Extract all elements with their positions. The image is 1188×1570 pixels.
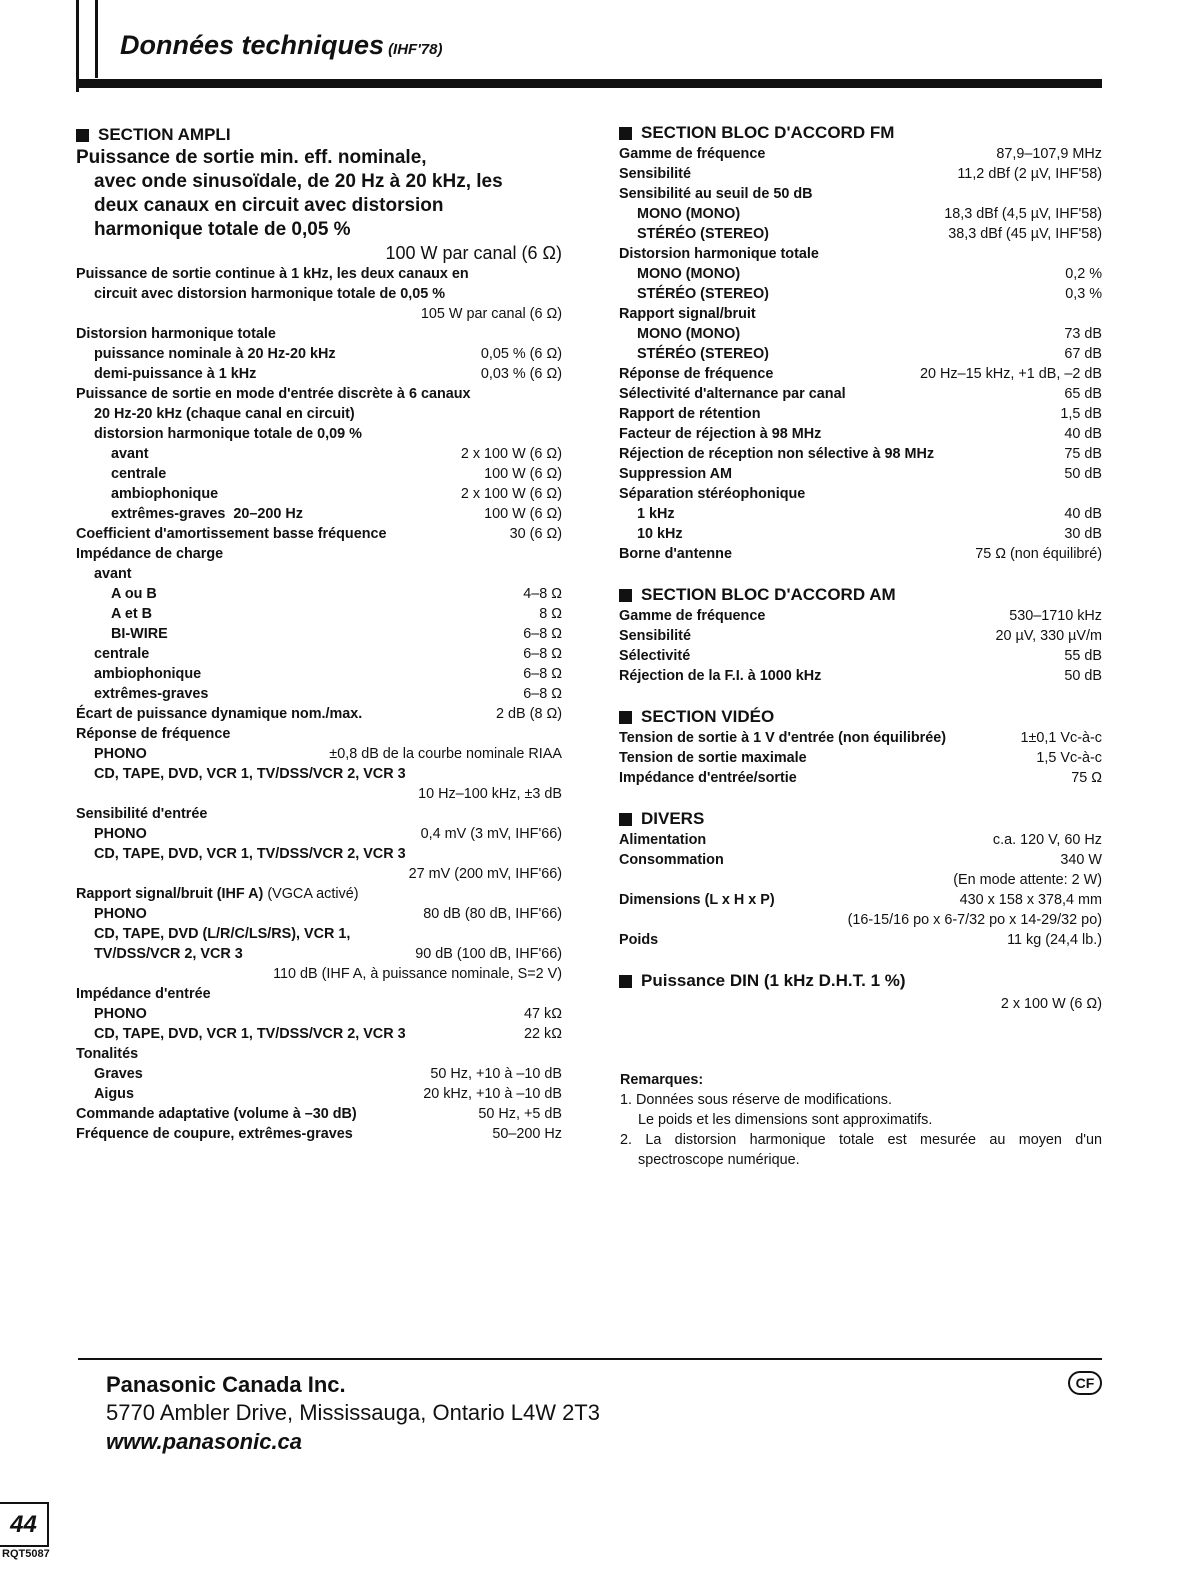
spec-label: Rapport signal/bruit xyxy=(619,306,756,322)
spec-value: 27 mV (200 mV, IHF'66) xyxy=(408,866,562,882)
remarks-title: Remarques: xyxy=(620,1072,704,1088)
tuner-section xyxy=(619,122,1102,1014)
company-name: Panasonic Canada Inc. xyxy=(106,1372,346,1397)
section-heading-fm: SECTION BLOC D'ACCORD FM xyxy=(619,122,1102,144)
spec-row: PHONO ±0,8 dB de la courbe nominale RIAA xyxy=(94,746,562,762)
spec-label: CD, TAPE, DVD, VCR 1, TV/DSS/VCR 2, VCR 3 xyxy=(94,846,406,862)
spec-row: A et B 8 Ω xyxy=(111,606,562,622)
remark-item: 2. La distorsion harmonique totale est mesurée au moyen d'un spectroscope numérique. xyxy=(620,1132,1102,1168)
spec-row: STÉRÉO (STEREO) 38,3 dBf (45 µV, IHF'58) xyxy=(637,226,1102,242)
cf-badge-icon: CF xyxy=(1068,1371,1102,1395)
spec-row: 1 kHz 40 dB xyxy=(637,506,1102,522)
spec-row: extrêmes-graves 20–200 Hz 100 W (6 Ω) xyxy=(111,506,562,522)
spec-row: Fréquence de coupure, extrêmes-graves 50–200 Hz xyxy=(76,1126,562,1142)
power-heading-line: Puissance de sortie min. eff. nominale, xyxy=(76,147,427,168)
spec-row: Poids 11 kg (24,4 lb.) xyxy=(619,932,1102,948)
spec-value: 2 x 100 W (6 Ω) xyxy=(1000,996,1102,1012)
spec-value: 105 W par canal (6 Ω) xyxy=(420,306,562,322)
spec-label: CD, TAPE, DVD, VCR 1, TV/DSS/VCR 2, VCR 3 xyxy=(94,766,406,782)
spec-row: Tension de sortie maximale 1,5 Vc-à-c xyxy=(619,750,1102,766)
spec-row: avant 2 x 100 W (6 Ω) xyxy=(111,446,562,462)
spec-row: Impédance d'entrée/sortie 75 Ω xyxy=(619,770,1102,786)
spec-row: BI-WIRE 6–8 Ω xyxy=(111,626,562,642)
title-text: Données techniques xyxy=(120,30,385,60)
spec-row: puissance nominale à 20 Hz-20 kHz 0,05 % (6 Ω) xyxy=(94,346,562,362)
spec-row: MONO (MONO) 18,3 dBf (4,5 µV, IHF'58) xyxy=(637,206,1102,222)
spec-row: Tension de sortie à 1 V d'entrée (non équilibrée) 1±0,1 Vc-à-c xyxy=(619,730,1102,746)
spec-row: MONO (MONO) 0,2 % xyxy=(637,266,1102,282)
spec-row: MONO (MONO) 73 dB xyxy=(637,326,1102,342)
square-bullet-icon xyxy=(76,129,89,142)
document-code: RQT5087 xyxy=(2,1548,50,1560)
spec-row: Réjection de réception non sélective à 98 MHz 75 dB xyxy=(619,446,1102,462)
spec-row: centrale 6–8 Ω xyxy=(94,646,562,662)
spec-row: Borne d'antenne 75 Ω (non équilibré) xyxy=(619,546,1102,562)
section-heading-misc: DIVERS xyxy=(619,808,1102,830)
spec-label: Rapport signal/bruit (IHF A) (VGCA activé) xyxy=(76,886,359,902)
amp-section xyxy=(76,124,562,1144)
spec-row: PHONO 80 dB (80 dB, IHF'66) xyxy=(94,906,562,922)
header-rule xyxy=(78,79,1102,88)
page-number: 44 xyxy=(0,1502,49,1547)
spec-label: 20 Hz-20 kHz (chaque canal en circuit) xyxy=(94,406,355,422)
spec-row: Réjection de la F.I. à 1000 kHz 50 dB xyxy=(619,668,1102,684)
square-bullet-icon xyxy=(619,127,632,140)
spec-row: Commande adaptative (volume à –30 dB) 50 Hz, +5 dB xyxy=(76,1106,562,1122)
remarks xyxy=(620,1070,1102,1170)
spec-row: Sélectivité d'alternance par canal 65 dB xyxy=(619,386,1102,402)
spec-row: Sensibilité 11,2 dBf (2 µV, IHF'58) xyxy=(619,166,1102,182)
spec-row: STÉRÉO (STEREO) 67 dB xyxy=(637,346,1102,362)
section-heading-am: SECTION BLOC D'ACCORD AM xyxy=(619,584,1102,606)
title-subtitle: (IHF'78) xyxy=(388,41,443,58)
spec-label: Sensibilité d'entrée xyxy=(76,806,208,822)
spec-value: 110 dB (IHF A, à puissance nominale, S=2 V) xyxy=(273,966,562,982)
power-heading-line: deux canaux en circuit avec distorsion xyxy=(94,195,444,216)
spec-row: Gamme de fréquence 87,9–107,9 MHz xyxy=(619,146,1102,162)
spec-row: Graves 50 Hz, +10 à –10 dB xyxy=(94,1066,562,1082)
spec-label: Tonalités xyxy=(76,1046,139,1062)
square-bullet-icon xyxy=(619,975,632,988)
spec-row: Dimensions (L x H x P) 430 x 158 x 378,4 mm xyxy=(619,892,1102,908)
spec-row: 10 kHz 30 dB xyxy=(637,526,1102,542)
spec-row: extrêmes-graves 6–8 Ω xyxy=(94,686,562,702)
spec-label: Impédance d'entrée xyxy=(76,986,211,1002)
spec-row: Facteur de réjection à 98 MHz 40 dB xyxy=(619,426,1102,442)
spec-row: Réponse de fréquence 20 Hz–15 kHz, +1 dB, –2 dB xyxy=(619,366,1102,382)
spec-label: circuit avec distorsion harmonique totale de 0,05 % xyxy=(94,286,446,302)
spec-row: ambiophonique 6–8 Ω xyxy=(94,666,562,682)
margin-bar-inner xyxy=(95,0,98,78)
spec-label: Puissance de sortie continue à 1 kHz, les deux canaux en xyxy=(76,266,469,282)
spec-label: Sensibilité au seuil de 50 dB xyxy=(619,186,813,202)
remark-item: 1. Données sous réserve de modifications. xyxy=(620,1092,892,1108)
spec-label: CD, TAPE, DVD (L/R/C/LS/RS), VCR 1, xyxy=(94,926,351,942)
spec-value: (En mode attente: 2 W) xyxy=(953,872,1102,888)
page-title xyxy=(120,30,442,61)
spec-value: (16-15/16 po x 6-7/32 po x 14-29/32 po) xyxy=(847,912,1102,928)
footer-rule xyxy=(78,1358,1102,1360)
spec-label: Puissance de sortie en mode d'entrée discrète à 6 canaux xyxy=(76,386,471,402)
section-heading-amp: SECTION AMPLI xyxy=(76,124,562,146)
spec-row: Écart de puissance dynamique nom./max. 2 dB (8 Ω) xyxy=(76,706,562,722)
spec-label: avant xyxy=(94,566,132,582)
spec-label: Distorsion harmonique totale xyxy=(619,246,819,262)
spec-row: Sélectivité 55 dB xyxy=(619,648,1102,664)
spec-row: Sensibilité 20 µV, 330 µV/m xyxy=(619,628,1102,644)
spec-value: 10 Hz–100 kHz, ±3 dB xyxy=(418,786,562,802)
spec-row: Rapport de rétention 1,5 dB xyxy=(619,406,1102,422)
section-heading-video: SECTION VIDÉO xyxy=(619,706,1102,728)
company-website: www.panasonic.ca xyxy=(106,1429,303,1454)
power-heading-line: harmonique totale de 0,05 % xyxy=(94,219,351,240)
spec-row: Consommation 340 W xyxy=(619,852,1102,868)
spec-label: Impédance de charge xyxy=(76,546,224,562)
square-bullet-icon xyxy=(619,711,632,724)
spec-row: TV/DSS/VCR 2, VCR 3 90 dB (100 dB, IHF'66) xyxy=(94,946,562,962)
spec-label: Distorsion harmonique totale xyxy=(76,326,276,342)
square-bullet-icon xyxy=(619,813,632,826)
spec-row: PHONO 0,4 mV (3 mV, IHF'66) xyxy=(94,826,562,842)
company-address: 5770 Ambler Drive, Mississauga, Ontario L4W 2T3 xyxy=(106,1400,600,1425)
spec-row: Alimentation c.a. 120 V, 60 Hz xyxy=(619,832,1102,848)
spec-label: Réponse de fréquence xyxy=(76,726,231,742)
square-bullet-icon xyxy=(619,589,632,602)
power-value: 100 W par canal (6 Ω) xyxy=(385,243,562,263)
spec-row: A ou B 4–8 Ω xyxy=(111,586,562,602)
spec-row: centrale 100 W (6 Ω) xyxy=(111,466,562,482)
spec-row: demi-puissance à 1 kHz 0,03 % (6 Ω) xyxy=(94,366,562,382)
spec-row: Aigus 20 kHz, +10 à –10 dB xyxy=(94,1086,562,1102)
spec-row: ambiophonique 2 x 100 W (6 Ω) xyxy=(111,486,562,502)
spec-row: Suppression AM 50 dB xyxy=(619,466,1102,482)
spec-label: distorsion harmonique totale de 0,09 % xyxy=(94,426,362,442)
spec-row: Gamme de fréquence 530–1710 kHz xyxy=(619,608,1102,624)
spec-row: CD, TAPE, DVD, VCR 1, TV/DSS/VCR 2, VCR 3 22 kΩ xyxy=(94,1026,562,1042)
spec-label: Séparation stéréophonique xyxy=(619,486,806,502)
power-heading-line: avec onde sinusoïdale, de 20 Hz à 20 kHz, les xyxy=(94,171,503,192)
remark-item: Le poids et les dimensions sont approximatifs. xyxy=(638,1112,933,1128)
spec-row: STÉRÉO (STEREO) 0,3 % xyxy=(637,286,1102,302)
spec-row: PHONO 47 kΩ xyxy=(94,1006,562,1022)
spec-row: Coefficient d'amortissement basse fréquence 30 (6 Ω) xyxy=(76,526,562,542)
section-heading-din: Puissance DIN (1 kHz D.H.T. 1 %) xyxy=(619,970,1102,992)
